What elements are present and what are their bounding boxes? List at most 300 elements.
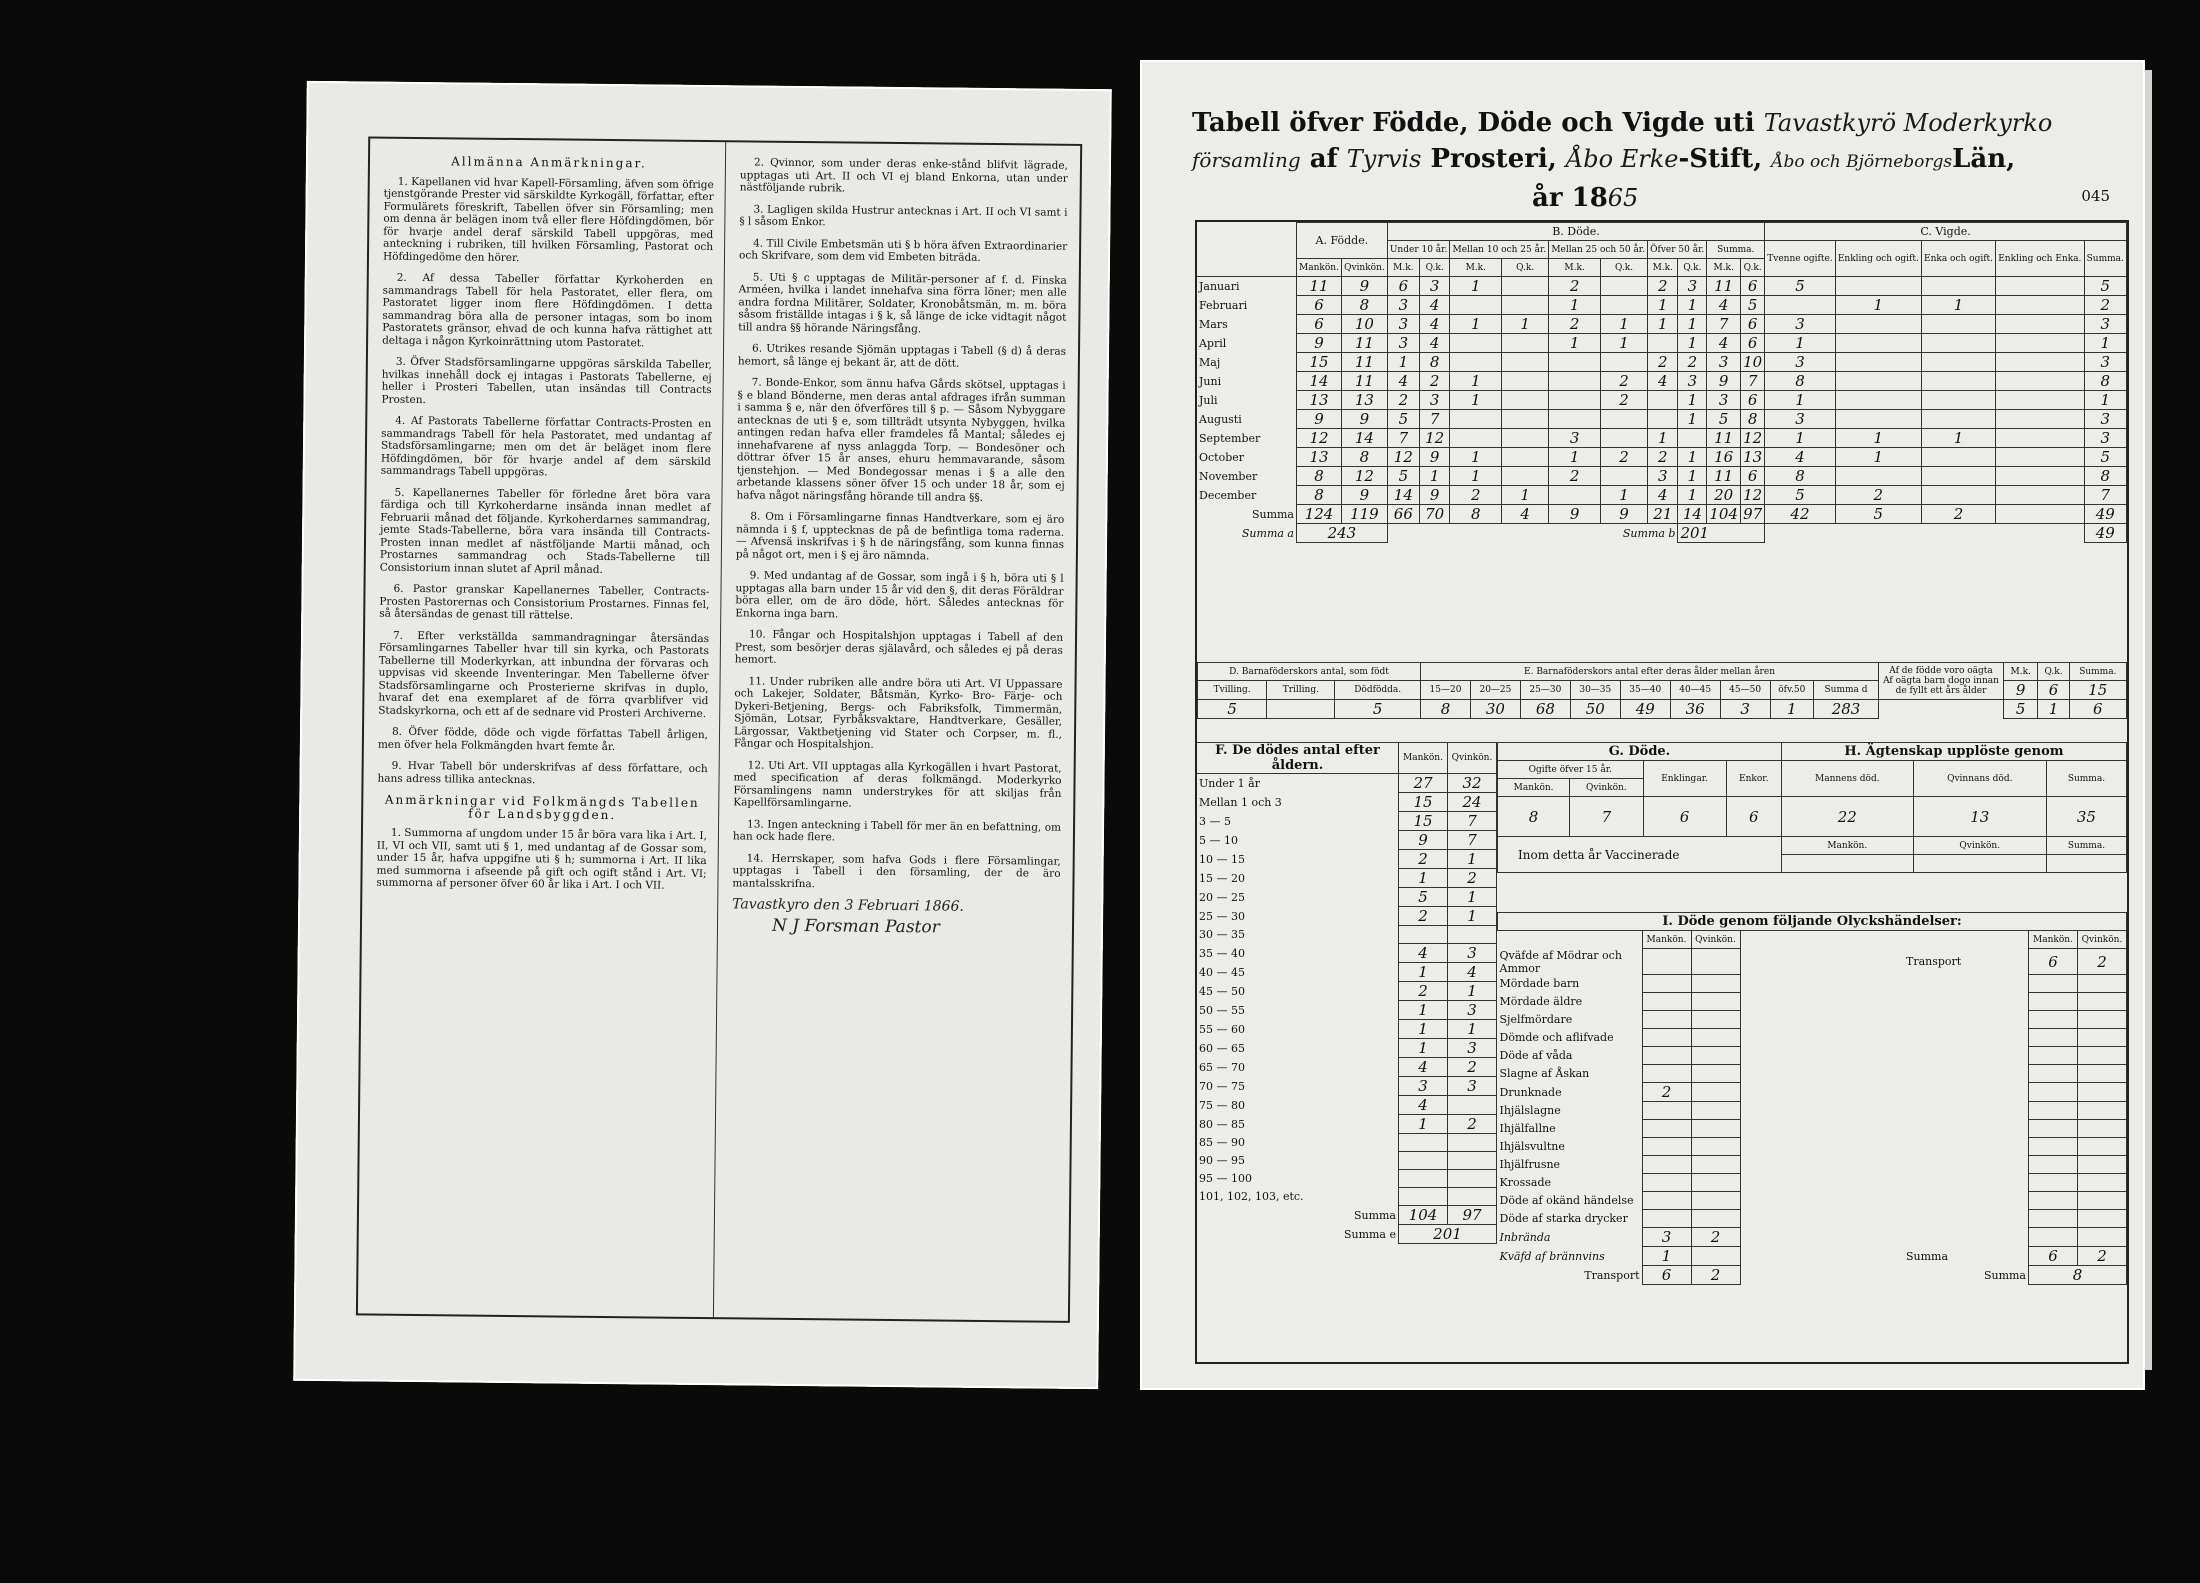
instruction-paragraph: 7. Bonde-Enkor, som ännu hafva Gårds skötsel, upptagas i § e bland Bönderne, men deras antal afdrages ifrån summan i samma § e, när den öfverföres till § p. — Såsom Nybyggare antecknas de uti § e, som tillträdt utsynta Nybyggen, hvilka antingen redan hafva eller framdeles få Mantal; således ej innehafvarene af nyss anlaggda Torp. — Bondesöner och döttrar öfver 15 år anses, ehuru hemmavarande, såsom tjenstehjon. — Med Bondegossar menas i § a alle den arbetande klassens söner öfver 15 och under 18 år, som ej hafva något näringsfång hörande till andra §§. — [736, 376, 1066, 504]
age-female-value: 3 — [1448, 1039, 1497, 1058]
table-cell: 5 — [1707, 410, 1741, 429]
accidents-table — [1497, 912, 2127, 1285]
g-male-header: Mankön. — [1498, 779, 1570, 797]
table-cell: 49 — [2084, 505, 2127, 524]
table-cell: 4 — [1648, 372, 1678, 391]
table-cell: 1 — [1678, 296, 1707, 315]
over-50-header: Öfver 50 år. — [1648, 241, 1707, 259]
age-rows — [1197, 774, 1497, 1206]
table-cell: 1 — [1678, 486, 1707, 505]
empty-cell — [1740, 1102, 1904, 1120]
empty-cell — [2078, 1102, 2127, 1120]
empty-cell — [1740, 993, 1904, 1011]
age-male-value — [1399, 1134, 1448, 1152]
month-label: Maj — [1199, 355, 1221, 369]
table-cell: 9 — [1600, 505, 1647, 524]
age-female-value: 2 — [1448, 869, 1497, 888]
table-cell — [1835, 467, 1921, 486]
instruction-paragraph: 8. Öfver födde, döde och vigde författas Tabell årligen, men öfver hela Folkmängden hvart femte år. — [377, 725, 709, 753]
table-cell: 42 — [1765, 505, 1836, 524]
table-cell — [1835, 391, 1921, 410]
title-prosteri: Prosteri, — [1430, 144, 1557, 174]
general-remarks-list — [377, 175, 713, 788]
table-cell: 1 — [1387, 353, 1419, 372]
age-male-value: 3 — [1399, 1077, 1448, 1096]
age-female-value: 3 — [1448, 1001, 1497, 1020]
accident-female-value — [1691, 1210, 1740, 1228]
table-cell: 6 — [1741, 334, 1765, 353]
illeg-born-mk: 9 — [2004, 681, 2038, 700]
table-cell: 8 — [1297, 467, 1342, 486]
age-female-value: 3 — [1448, 944, 1497, 963]
table-cell: 2 — [1678, 353, 1707, 372]
table-cell: 1 — [1678, 334, 1707, 353]
age-label: 20 — 25 — [1199, 890, 1245, 904]
age-female-value — [1448, 1134, 1497, 1152]
summa-label: Summa — [1251, 507, 1294, 521]
accident-row — [1498, 1102, 2127, 1120]
illegitimate-label — [1879, 663, 2004, 700]
empty-cell — [1904, 1011, 2029, 1029]
vacc-sum-value — [2046, 855, 2126, 873]
table-cell — [1450, 429, 1502, 448]
vaccinated-label: Inom detta år Vaccinerade — [1498, 837, 1782, 873]
table-cell: 1 — [1648, 315, 1678, 334]
accident-female-value — [1691, 1247, 1740, 1266]
table-cell — [1648, 334, 1678, 353]
table-cell — [1600, 277, 1647, 296]
empty-cell — [1740, 931, 1904, 949]
table-cell — [1549, 353, 1601, 372]
table-cell — [1921, 315, 1995, 334]
month-row — [1197, 391, 2127, 410]
age-band-value: 36 — [1670, 700, 1720, 719]
accident-label: Döde af våda — [1499, 1049, 1573, 1062]
mk-header: M.k. — [1450, 259, 1502, 277]
table-cell: 1 — [1678, 467, 1707, 486]
accident-label: Kväfd af brännvins — [1499, 1249, 1605, 1263]
month-row — [1197, 448, 2127, 467]
table-cell — [1502, 410, 1549, 429]
accident-row — [1498, 1247, 2127, 1266]
accident-male-value — [1642, 1192, 1691, 1210]
age-row — [1197, 812, 1497, 831]
table-cell: 2 — [2084, 296, 2127, 315]
i-transport-female: 2 — [1691, 1266, 1740, 1285]
table-cell — [1921, 372, 1995, 391]
empty-cell — [1904, 1174, 2029, 1192]
table-cell: 8 — [1765, 467, 1836, 486]
table-cell — [1835, 334, 1921, 353]
deaths-header: B. Döde. — [1387, 223, 1764, 241]
table-cell: 1 — [1678, 448, 1707, 467]
table-cell: 6 — [1741, 277, 1765, 296]
table-cell — [1765, 296, 1836, 315]
table-cell — [1648, 410, 1678, 429]
accident-label: Sjelfmördare — [1499, 1013, 1573, 1026]
empty-cell — [2078, 1228, 2127, 1247]
widows-header: Enkor. — [1726, 761, 1781, 797]
age-row — [1197, 793, 1497, 812]
table-cell — [1996, 410, 2084, 429]
table-cell: 8 — [1765, 372, 1836, 391]
age-male-value: 4 — [1399, 1096, 1448, 1115]
summa-totals-row — [1197, 524, 2127, 543]
accident-male-value — [1642, 1120, 1691, 1138]
widowers-value: 6 — [1643, 797, 1726, 837]
table-cell — [1996, 486, 2084, 505]
accident-label: Slagne af Åskan — [1499, 1067, 1590, 1080]
table-cell: 11 — [1342, 334, 1388, 353]
i-summa2-label: Summa — [1983, 1268, 2026, 1282]
table-cell: 97 — [1741, 505, 1765, 524]
table-cell: 4 — [1707, 296, 1741, 315]
empty-cell — [1904, 1083, 2029, 1102]
table-cell: 11 — [1297, 277, 1342, 296]
accident-label: Drunknade — [1499, 1085, 1562, 1099]
table-cell: 70 — [1419, 505, 1450, 524]
title-text-1: Tabell öfver Födde, Döde och Vigde uti — [1192, 108, 1755, 138]
age-label: 25 — 30 — [1199, 909, 1245, 923]
under-10-header: Under 10 år. — [1387, 241, 1450, 259]
accident-male-value — [1642, 1047, 1691, 1065]
table-cell: 1 — [1419, 467, 1450, 486]
table-cell — [1502, 429, 1549, 448]
age-female-value — [1448, 1188, 1497, 1206]
empty-cell — [2078, 1011, 2127, 1029]
i-male-header: Mankön. — [1642, 931, 1691, 949]
table-cell — [1921, 486, 1995, 505]
age-band-header: 15—20 — [1421, 681, 1471, 700]
age-band-value: 3 — [1720, 700, 1770, 719]
table-cell: 9 — [1342, 486, 1388, 505]
table-cell: 7 — [1387, 429, 1419, 448]
table-cell: 1 — [1450, 448, 1502, 467]
age-row — [1197, 869, 1497, 888]
age-band-value: 50 — [1570, 700, 1620, 719]
month-row — [1197, 353, 2127, 372]
empty-cell — [2078, 1029, 2127, 1047]
born-header: A. Födde. — [1297, 223, 1388, 259]
age-label: 55 — 60 — [1199, 1022, 1245, 1036]
accident-row — [1498, 949, 2127, 975]
summa-a-label: Summa a — [1241, 526, 1294, 540]
accident-female-value — [1691, 993, 1740, 1011]
table-cell: 14 — [1678, 505, 1707, 524]
mk-header: M.k. — [1549, 259, 1601, 277]
instruction-paragraph: 9. Med undantag af de Gossar, som ingå i § h, böra uti § l upptagas alla barn under 15 år vid den §, dit deras Föräldrar böra eller, om de äro döde, hört. Således antecknas för Enkorna inga barn. — [735, 569, 1064, 620]
age-row — [1197, 1188, 1497, 1206]
sec-i-title: I. Döde genom följande Olyckshändelser: — [1498, 913, 2127, 931]
table-cell: 3 — [1387, 334, 1419, 353]
accident-row — [1498, 1083, 2127, 1102]
accident-label: Mördade äldre — [1499, 995, 1583, 1008]
instruction-paragraph: 6. Pastor granskar Kapellanernes Tabeller, Contracts-Prosten Pastorernas och Consistorium Prostarnes. Finnas fel, så återsändas de genast till rättelse. — [379, 582, 710, 622]
title-af: af — [1309, 144, 1338, 174]
table-cell: 8 — [1450, 505, 1502, 524]
accident-male-value — [1642, 1156, 1691, 1174]
table-cell — [1502, 277, 1549, 296]
empty-cell — [1904, 1102, 2029, 1120]
table-cell: 4 — [1387, 372, 1419, 391]
table-cell — [1835, 353, 1921, 372]
table-cell: 4 — [1502, 505, 1549, 524]
column-divider — [713, 142, 726, 1317]
table-cell: 12 — [1387, 448, 1419, 467]
table-cell: 16 — [1707, 448, 1741, 467]
empty-cell — [1904, 1029, 2029, 1047]
age-male-value: 15 — [1399, 793, 1448, 812]
table-cell: 8 — [1342, 448, 1388, 467]
table-cell: 8 — [1342, 296, 1388, 315]
table-cell — [1996, 372, 2084, 391]
qk-header: Q.k. — [1502, 259, 1549, 277]
empty-cell — [2029, 1120, 2078, 1138]
table-cell: 3 — [2084, 315, 2127, 334]
widows-value: 6 — [1726, 797, 1781, 837]
empty-cell — [1740, 1156, 1904, 1174]
age-label: 15 — 20 — [1199, 871, 1245, 885]
month-header — [1197, 223, 1297, 277]
table-cell: 1 — [1765, 429, 1836, 448]
age-row — [1197, 1077, 1497, 1096]
age-female-value: 1 — [1448, 982, 1497, 1001]
i-summa-female: 2 — [2078, 1247, 2127, 1266]
age-female-value — [1448, 1096, 1497, 1115]
age-female-value — [1448, 926, 1497, 944]
table-cell — [1600, 296, 1647, 315]
age-row — [1197, 1170, 1497, 1188]
age-band-value: 1 — [1770, 700, 1813, 719]
i-summa-male: 6 — [2029, 1247, 2078, 1266]
qk-header: Q.k. — [1678, 259, 1707, 277]
instructions-column-right — [732, 156, 1069, 937]
age-label: 90 — 95 — [1199, 1154, 1245, 1167]
illeg-died-sum: 6 — [2069, 700, 2126, 719]
table-cell: 7 — [1707, 315, 1741, 334]
sec-d-title: D. Barnaföderskors antal, som födt — [1198, 663, 1421, 681]
sec-h-title: H. Ägtenskap upplöste genom — [1781, 743, 2126, 761]
table-cell: 9 — [1707, 372, 1741, 391]
instruction-paragraph: 11. Under rubriken alle andre böra uti Art. VI Uppassare och Lakejer, Soldater, Båtsmän, Kyrko- Bro- Färje- och Dykeri-Betjening, Bergs- och Fabriksfolk, Timmermän, Sjömän, Lotsar, Fyrbåksvaktare, Handtverkare, Gesäller, Lärgossar, Vaktbetjening vid Stater och Corpser, m. fl., Fångar och Hospitalshjon. — [733, 674, 1063, 751]
month-label: Juli — [1199, 393, 1218, 407]
accident-label: Döde af starka drycker — [1499, 1212, 1628, 1225]
table-cell: 5 — [1387, 410, 1419, 429]
instruction-paragraph: 7. Efter verkställda sammandragningar återsändas Församlingarnes Tabeller hvar till sin kyrka, och Pastorats Tabellerne till Moderkyrkan, att inbundna der förvaras och uppvisas vid skeende Inventeringar. Men Tabellerne öfver Stadsförsamlingarne och Prosterierne skrifvas in duplo, hvaraf det ena exemplaret af de förra qvarblifver vid Stadskyrkorna, och ett af de sednare vid Prosteri Archiverne. — [378, 629, 710, 720]
age-male-value: 4 — [1399, 944, 1448, 963]
table-cell: 2 — [1600, 391, 1647, 410]
table-cell: 1 — [1921, 296, 1995, 315]
age-row — [1197, 1058, 1497, 1077]
left-page — [293, 81, 1112, 1389]
table-cell — [1921, 277, 1995, 296]
age-row — [1197, 944, 1497, 963]
accident-row — [1498, 1174, 2127, 1192]
table-cell: 8 — [2084, 372, 2127, 391]
table-cell: 13 — [1741, 448, 1765, 467]
i-female-header: Qvinkön. — [1691, 931, 1740, 949]
empty-cell — [1765, 524, 2084, 543]
table-cell: 10 — [1342, 315, 1388, 334]
illeg-sum-header: Summa. — [2069, 663, 2126, 681]
widower-unmarried-header: Enkling och ogift. — [1835, 241, 1921, 277]
age-row — [1197, 1152, 1497, 1170]
month-row — [1197, 315, 2127, 334]
accident-female-value — [1691, 1138, 1740, 1156]
table-cell: 3 — [1678, 372, 1707, 391]
deaths-sum-header: Summa. — [1707, 241, 1765, 259]
month-label: Januari — [1199, 279, 1240, 293]
age-band-value: 68 — [1520, 700, 1570, 719]
age-male-value: 27 — [1399, 774, 1448, 793]
instruction-paragraph: 8. Om i Församlingarne finnas Handtverkare, som ej äro nämnda i § f, upptecknas de på de befintliga toma raderna. — Afvensä inskrifvas i § h de näringsfång, som kunna finnas på något ort, men i § ej äro nämnda. — [735, 510, 1065, 562]
table-cell — [1502, 467, 1549, 486]
age-label: 50 — 55 — [1199, 1003, 1245, 1017]
age-25-50-header: Mellan 25 och 50 år. — [1549, 241, 1648, 259]
age-row — [1197, 1001, 1497, 1020]
table-cell — [1549, 391, 1601, 410]
empty-cell — [2029, 993, 2078, 1011]
empty-cell — [1740, 1120, 1904, 1138]
accident-female-value — [1691, 1011, 1740, 1029]
age-label: 101, 102, 103, etc. — [1199, 1190, 1304, 1203]
summa-b-label: Summa b — [1622, 526, 1676, 540]
age-male-value: 9 — [1399, 831, 1448, 850]
age-male-value — [1399, 1170, 1448, 1188]
accident-female-value — [1691, 1102, 1740, 1120]
table-cell: 2 — [1387, 391, 1419, 410]
triplets-value — [1267, 700, 1335, 719]
table-cell: 8 — [1297, 486, 1342, 505]
empty-cell — [1740, 1247, 1904, 1266]
table-cell — [1996, 353, 2084, 372]
table-cell: 1 — [1450, 391, 1502, 410]
empty-cell — [1740, 1210, 1904, 1228]
table-title — [1192, 105, 2112, 216]
age-male-value: 5 — [1399, 888, 1448, 907]
table-cell — [1549, 410, 1601, 429]
table-cell: 11 — [1707, 467, 1741, 486]
accident-male-value — [1642, 975, 1691, 993]
age-male-value: 2 — [1399, 982, 1448, 1001]
age-band-value: 49 — [1620, 700, 1670, 719]
accident-row — [1498, 1228, 2127, 1247]
sec-f-title: F. De dödes antal efter åldern. — [1197, 743, 1399, 774]
table-cell: 2 — [1549, 467, 1601, 486]
f-summa-e-value: 201 — [1399, 1225, 1497, 1244]
age-row — [1197, 982, 1497, 1001]
accident-label: Qväfde af Mödrar och Ammor — [1499, 948, 1622, 975]
table-cell: 1 — [2084, 391, 2127, 410]
age-band-header: 45—50 — [1720, 681, 1770, 700]
table-cell: 9 — [1342, 277, 1388, 296]
age-female-value: 1 — [1448, 907, 1497, 926]
empty-cell — [2029, 1065, 2078, 1083]
age-row — [1197, 1039, 1497, 1058]
instruction-paragraph: 13. Ingen anteckning i Tabell för mer än en befattning, om han ock hade flere. — [732, 817, 1062, 844]
accident-label: Ihjälfrusne — [1499, 1158, 1561, 1171]
table-cell — [1835, 277, 1921, 296]
month-label: December — [1199, 488, 1257, 502]
table-cell — [1450, 296, 1502, 315]
month-row — [1197, 334, 2127, 353]
page-number: 045 — [2081, 187, 2110, 205]
age-female-value — [1448, 1152, 1497, 1170]
table-cell: 3 — [2084, 353, 2127, 372]
population-remarks-heading: Anmärkningar vid Folkmängds Tabellen för Landsbyggden. — [384, 792, 700, 822]
table-cell: 20 — [1707, 486, 1741, 505]
stillborn-value: 5 — [1335, 700, 1421, 719]
accident-rows — [1498, 949, 2127, 1266]
population-remarks-list — [376, 827, 707, 893]
instruction-paragraph: 5. Uti § c upptagas de Militär-personer af f. d. Finska Arméen, hvilka i landet innehafva sina förra löner; men alle andra fordna Militärer, Soldater, Kronobåtsmän, m. m. böra såsom friställde intagas i § k, så länge de icke vidtagit något till andra §§ hörande Näringsfång. — [738, 271, 1067, 335]
table-cell: 2 — [1549, 277, 1601, 296]
table-cell: 1 — [1765, 334, 1836, 353]
table-cell: 1 — [1835, 429, 1921, 448]
age-label: 60 — 65 — [1199, 1041, 1245, 1055]
table-cell: 9 — [1342, 410, 1388, 429]
empty-cell — [1740, 1192, 1904, 1210]
table-cell — [1549, 372, 1601, 391]
age-label: 70 — 75 — [1199, 1079, 1245, 1093]
title-year-label: år 18 — [1532, 183, 1608, 213]
age-label: 65 — 70 — [1199, 1060, 1245, 1074]
age-female-value: 4 — [1448, 963, 1497, 982]
sec-g-title: G. Döde. — [1498, 743, 1782, 761]
month-row — [1197, 486, 2127, 505]
table-cell: 8 — [2084, 467, 2127, 486]
illeg-died-mk: 5 — [2004, 700, 2038, 719]
sec-e-title: E. Barnaföderskors antal efter deras ålder mellan åren — [1421, 663, 1879, 681]
accident-row — [1498, 993, 2127, 1011]
empty-cell — [2078, 1138, 2127, 1156]
empty-cell — [2029, 1228, 2078, 1247]
month-label: Augusti — [1199, 412, 1242, 426]
table-cell — [1502, 296, 1549, 315]
table-cell: 7 — [1741, 372, 1765, 391]
table-cell: 9 — [1419, 486, 1450, 505]
table-cell: 1 — [1549, 296, 1601, 315]
instruction-paragraph: 4. Af Pastorats Tabellerne författar Contracts-Prosten en sammandrags Tabell för hela Pastoratet, med undantag af Stadsförsamlingarne; men om det är beläget inom flere Höfdingdömen, bör för hvarje andel af dem särskild sammandrags Tabell uppgöras. — [380, 414, 712, 479]
accident-female-value — [1691, 1156, 1740, 1174]
i-summa2-value: 8 — [2029, 1266, 2127, 1285]
table-cell: 2 — [1648, 353, 1678, 372]
table-cell: 1 — [1502, 315, 1549, 334]
qk-header: Q.k. — [1419, 259, 1450, 277]
table-cell: 1 — [1549, 334, 1601, 353]
age-band-header: 35—40 — [1620, 681, 1670, 700]
instruction-paragraph: 9. Hvar Tabell bör underskrifvas af dess författare, och hans adress tillika antecknas. — [377, 759, 708, 786]
instruction-paragraph: 4. Till Civile Embetsmän uti § b höra äfven Extraordinarier och Skrifvare, som dem vid Embeten biträda. — [738, 237, 1068, 264]
empty-cell — [1740, 1083, 1904, 1102]
age-row — [1197, 1115, 1497, 1134]
empty-cell — [1740, 1011, 1904, 1029]
age-male-value — [1399, 1152, 1448, 1170]
empty-cell — [2029, 1192, 2078, 1210]
widow-unmarried-header: Enka och ogift. — [1921, 241, 1995, 277]
instruction-paragraph: 6. Utrikes resande Sjömän upptagas i Tabell (§ d) å deras hemort, så länge ej bekant är, att de dött. — [737, 342, 1067, 370]
empty-cell — [1740, 1266, 1904, 1285]
twins-value: 5 — [1198, 700, 1267, 719]
table-cell: 119 — [1342, 505, 1388, 524]
accident-row — [1498, 1192, 2127, 1210]
summa-a-value: 243 — [1297, 524, 1388, 543]
table-cell: 4 — [1419, 315, 1450, 334]
table-cell — [1996, 448, 2084, 467]
instruction-paragraph: 1. Summorna af ungdom under 15 år böra vara lika i Art. I, II, VI och VII, samt uti § 1, med undantag af de Gossar som, under 15 år, hafva uppgifne uti § h; summorna i Art. II lika med summorna i afseende på gift och ogift stånd i Art. VI; summorna af personer öfver 60 år lika i Art. I och VII. — [376, 826, 708, 892]
age-band-header: 30—35 — [1570, 681, 1620, 700]
table-cell: 3 — [1549, 429, 1601, 448]
